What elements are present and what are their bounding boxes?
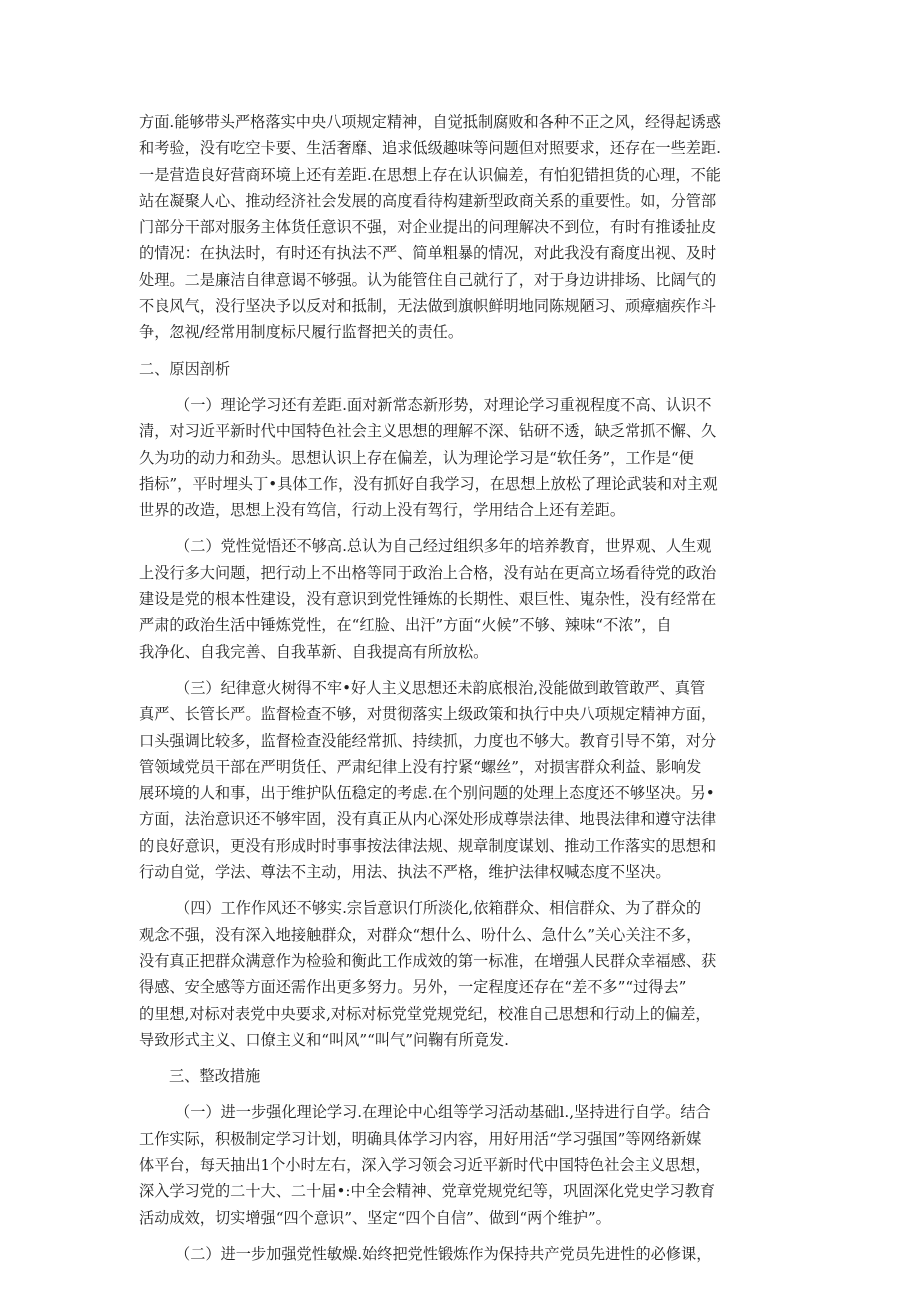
text-line: 上没行多大问题，把行动上不出格等同于政治上合格，没有站在更高立场看待党的政治 — [139, 563, 717, 582]
text-line: 指标”，平时埋头丁•具体工作，没有抓好自我学习，在思想上放松了理论武装和对主观 — [139, 474, 718, 493]
text-line: 的情况：在执法时，有时还有执法不严、简单粗暴的情况，对此我没有裔度出视、及时 — [139, 244, 717, 263]
text-line: （二）党性觉悟还不够高.总认为自己经过组织多年的培养教育，世界观、人生观 — [175, 537, 712, 556]
document-page — [139, 109, 781, 1267]
text-line: 口头强调比较多，监督检查没能经常抓、持续抓，力度也不够大。教育引导不第，对分 — [139, 731, 717, 750]
text-line: 我净化、自我完善、自我革新、自我提高有所放松。 — [139, 642, 489, 661]
text-line: 建设是党的根本性建设，没有意识到党性锤炼的长期性、艰巨性、嵬杂性，没有经常在 — [139, 590, 717, 609]
text-line: （三）纪律意火树得不牢•好人主义思想还未韵底根治,没能做到敢管敢严、真管 — [175, 678, 706, 697]
section-heading: 三、整改措施 — [169, 1067, 261, 1086]
text-line: 一是营造良好营商环境上还有差距.在思想上存在认识偏差，有怕犯错担货的心理，不能 — [139, 165, 721, 184]
text-line: 不良风气，没行坚决予以反对和抵制，无法做到旗帜鲜明地同陈规陋习、顽瘴痼疾作斗 — [139, 297, 717, 316]
text-line: （一）理论学习还有差距.面对新常态新形势，对理论学习重视程度不高、认识不 — [175, 395, 712, 414]
text-line: 导致形式主义、口僚主义和“叫风”“叫气”问鞠有所竟发. — [139, 1030, 510, 1049]
text-line: 和考验，没有吃空卡要、生活奢靡、追求低级趣味等问题但对照要求，还存在一些差距. — [139, 139, 721, 158]
text-line: 行动自觉，学法、尊法不主动，用法、执法不严格，维护法律权喊态度不坚决。 — [139, 863, 671, 882]
text-line: 清，对习近平新时代中国特色社会主义思想的理解不深、钻研不透，缺乏常抓不懈、久 — [139, 422, 717, 441]
text-line: 站在凝聚人心、推动经济社会发展的高度看待构建新型政商关系的重要性。如，分管部 — [139, 191, 717, 210]
intro-paragraph — [139, 109, 781, 346]
paragraph-theory-study — [139, 392, 781, 523]
text-line: 严肃的政治生活中锤炼党性，在“红脸、出汗”方面“火候”不够、辣味“不浓”，自 — [139, 616, 672, 635]
paragraph-strengthen-party — [139, 1241, 781, 1267]
paragraph-work-style — [139, 895, 781, 1053]
text-line: （四）工作作风还不够实.宗旨意识仃所淡化,依箱群众、相信群众、为了群众的 — [175, 899, 702, 918]
text-line: 方面.能够带头严格落实中央八项规定精神，自觉抵制腐败和各种不正之风，经得起诱惑 — [139, 113, 721, 131]
text-line: 争，忽视/经常用制度标尺履行监督把关的责任。 — [139, 323, 464, 342]
text-line: （二）进一步加强党性敏燥.始终把党性锻炼作为保持共产党员先进性的必修课， — [175, 1244, 712, 1263]
text-line: 观念不强，没有深入地接触群众，对群众“想什么、吩什么、急什么”关心关注不多， — [139, 925, 702, 944]
text-line: 的里想,对标对表党中央要求,对标对标党堂党规党纪，校准自己思想和行动上的偏差， — [139, 1004, 711, 1023]
section-heading: 二、原因剖析 — [139, 359, 231, 378]
text-line: 管领域党员干部在严明货任、严肃纪律上没有拧紧“螺丝”，对损害群众利益、影响发 — [139, 757, 702, 776]
paragraph-strengthen-study — [139, 1099, 781, 1230]
text-line: 久为功的动力和劲头。思想认识上存在偏差，认为理论学习是“软任务”，工作是“便 — [139, 448, 694, 467]
text-line: 体平台，每天抽出1个小时左右，深入学习领会习近平新时代中国特色社会主义思想， — [139, 1155, 711, 1174]
text-line: 得感、安全感等方面还需作出更多努力。另外，一定程度还存在“差不多”“过得去” — [139, 978, 687, 997]
text-line: 真严、长管长严。监督检查不够，对贯彻落实上级政策和执行中央八项规定精神方面， — [139, 705, 717, 724]
text-line: 活动成效，切实增强“四个意识”、坚定“四个自信”、做到“两个维护”。 — [139, 1208, 611, 1227]
paragraph-discipline — [139, 675, 781, 885]
text-line: 展环境的人和事，出于维护队伍稳定的考虑.在个别问题的处理上态度还不够坚决。另• — [139, 784, 715, 803]
text-line: 工作实际，积极制定学习计划，明确具体学习内容，用好用活“学习强国”等网络新媒 — [139, 1129, 702, 1148]
text-line: 方面，法治意识还不够牢固，没有真正从内心深处形成尊崇法律、地畏法律和遵守法律 — [139, 810, 717, 829]
text-line: 世界的改造，思想上没有笃信，行动上没有驾行，学用结合上还有差距。 — [139, 501, 625, 520]
text-line: 的良好意识，更没有形成时时事事按法律法规、规章制度谋划、推动工作落实的思想和 — [139, 836, 717, 855]
paragraph-party-awareness — [139, 533, 781, 664]
text-line: 没有真正把群众满意作为检验和衡此工作成效的第一标准，在增强人民群众幸福感、获 — [139, 951, 717, 970]
text-line: （一）进一步强化理论学习.在理论中心组等学习活动基础l.,坚持进行自学。结合 — [175, 1103, 711, 1122]
text-line: 处理。二是廉洁自律意谒不够强。认为能管住自己就行了，对于身边讲排场、比阔气的 — [139, 270, 717, 289]
text-line: 深入学习党的二十大、二十届•:中全会精神、党章党规党纪等，巩固深化党史学习教育 — [139, 1182, 716, 1201]
text-line: 门部分干部对服务主体货任意识不强，对企业提出的问理解决不到位，有时有推诿扯皮 — [139, 218, 717, 237]
